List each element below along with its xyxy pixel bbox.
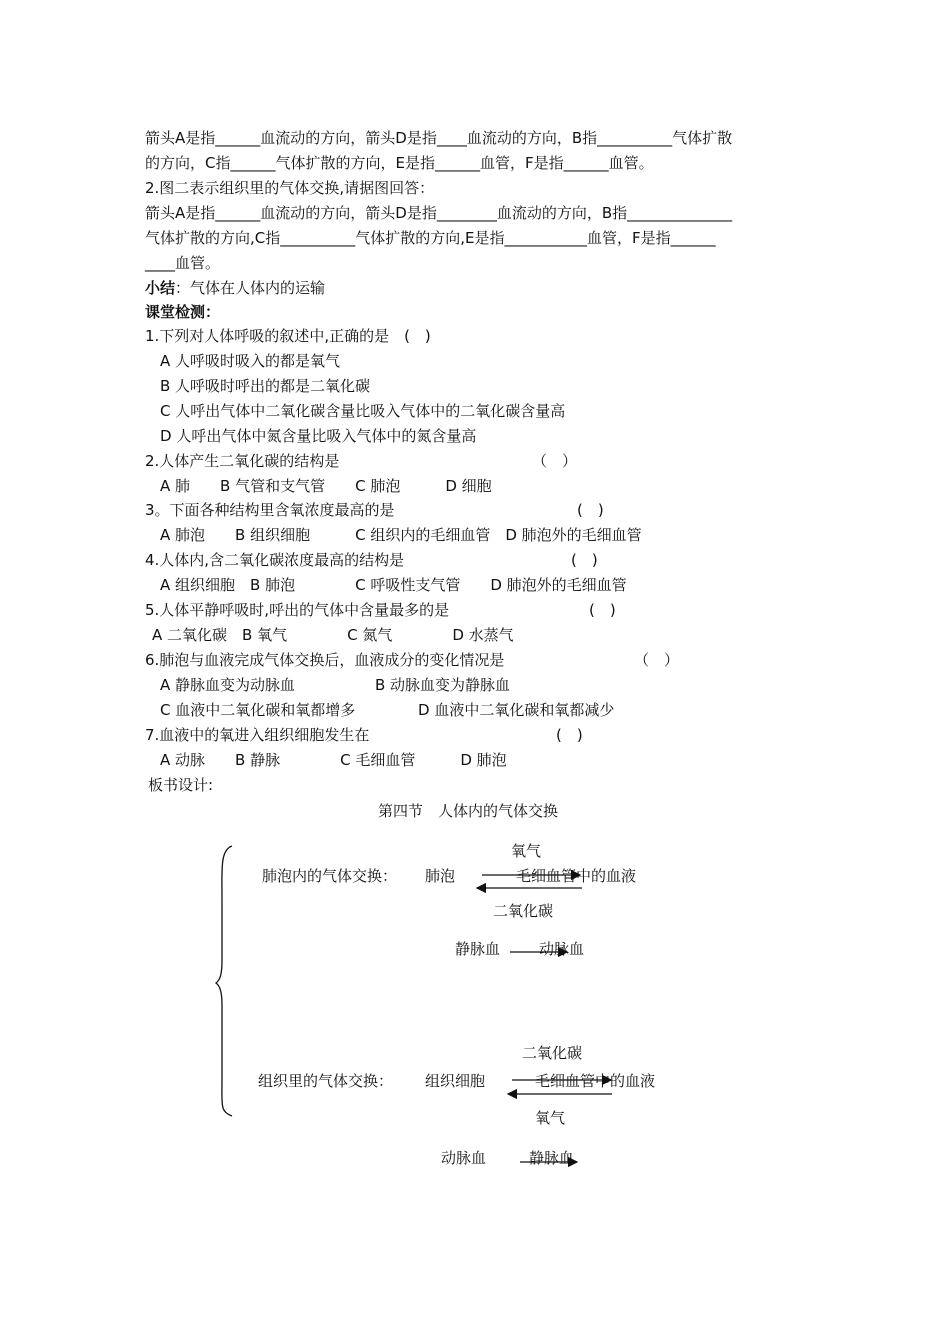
curly-brace <box>216 846 232 1116</box>
q5-options: A 二氧化碳 B 氧气 C 氮气 D 水蒸气 <box>152 626 514 644</box>
q7-options: A 动脉 B 静脉 C 毛细血管 D 肺泡 <box>160 751 507 769</box>
question-3: 3。下面各种结构里含氧浓度最高的是 <box>145 501 395 519</box>
text-line-5: 气体扩散的方向,C指__________气体扩散的方向,E是指___________血管，F是指______ <box>145 229 716 247</box>
summary-line <box>145 278 325 298</box>
class-test-heading: 课堂检测： <box>145 303 221 321</box>
summary-label: 小结 <box>145 279 176 297</box>
top-co2-label: 二氧化碳 <box>493 902 554 920</box>
top-exchange-label: 肺泡内的气体交换： <box>262 867 398 885</box>
q1-option-a: A 人呼吸时吸入的都是氧气 <box>160 352 341 370</box>
section-title: 第四节 人体内的气体交换 <box>378 802 559 820</box>
q2-options: A 肺 B 气管和支气管 C 肺泡 D 细胞 <box>160 477 492 495</box>
q1-option-c: C 人呼出气体中二氧化碳含量比吸入气体中的二氧化碳含量高 <box>160 402 566 420</box>
text-line-2: 的方向，C指______气体扩散的方向，E是指______血管，F是指______血管。 <box>145 154 654 172</box>
top-left-node: 肺泡 <box>425 867 456 885</box>
q3-options: A 肺泡 B 组织细胞 C 组织内的毛细血管 D 肺泡外的毛细血管 <box>160 526 642 544</box>
bottom-exchange-label: 组织里的气体交换： <box>258 1072 394 1090</box>
bottom-to-blood: 静脉血 <box>529 1149 575 1167</box>
question-6: 6.肺泡与血液完成气体交换后，血液成分的变化情况是 <box>145 651 505 669</box>
top-oxygen-label: 氧气 <box>511 842 542 860</box>
q6-answer-bracket: （ ） <box>634 651 680 669</box>
top-from-blood: 静脉血 <box>455 940 501 958</box>
bottom-from-blood: 动脉血 <box>441 1149 487 1167</box>
bottom-left-node: 组织细胞 <box>425 1072 486 1090</box>
q6-option-d: D 血液中二氧化碳和氧都减少 <box>418 701 615 719</box>
text-line-1: 箭头A是指______血流动的方向，箭头D是指____血流动的方向，B指__________气体扩散 <box>145 129 733 147</box>
text-line-4: 箭头A是指______血流动的方向，箭头D是指________血流动的方向，B指______________ <box>145 204 733 222</box>
q1-option-d: D 人呼出气体中氮含量比吸入气体中的氮含量高 <box>160 427 477 445</box>
bottom-right-node: 毛细血管中的血液 <box>535 1072 656 1090</box>
question-4: 4.人体内,含二氧化碳浓度最高的结构是 <box>145 551 405 569</box>
q3-answer-bracket: ( ) <box>577 501 604 519</box>
question-7: 7.血液中的氧进入组织细胞发生在 <box>145 726 370 744</box>
text-line-6: ____血管。 <box>145 254 221 272</box>
summary-text: ：气体在人体内的运输 <box>175 279 326 297</box>
q1-option-b: B 人呼吸时呼出的都是二氧化碳 <box>160 377 371 395</box>
question-2: 2.人体产生二氧化碳的结构是 <box>145 452 340 470</box>
q6-option-a: A 静脉血变为动脉血 <box>160 676 296 694</box>
board-design-heading: 板书设计: <box>148 776 214 794</box>
q4-answer-bracket: ( ) <box>571 551 598 569</box>
top-right-node: 毛细血管中的血液 <box>516 867 637 885</box>
bottom-oxygen-label: 氧气 <box>535 1109 566 1127</box>
q5-answer-bracket: ( ) <box>589 601 616 619</box>
q4-options: A 组织细胞 B 肺泡 C 呼吸性支气管 D 肺泡外的毛细血管 <box>160 576 627 594</box>
q6-option-c: C 血液中二氧化碳和氧都增多 <box>160 701 356 719</box>
bottom-co2-label: 二氧化碳 <box>522 1044 583 1062</box>
q6-option-b: B 动脉血变为静脉血 <box>375 676 511 694</box>
question-2-heading: 2.图二表示组织里的气体交换,请据图回答： <box>145 179 435 197</box>
q2-answer-bracket: （ ） <box>532 452 578 470</box>
top-to-blood: 动脉血 <box>539 940 585 958</box>
question-5: 5.人体平静呼吸时,呼出的气体中含量最多的是 <box>145 601 450 619</box>
question-1: 1.下列对人体呼吸的叙述中,正确的是 ( ) <box>145 327 431 345</box>
q7-answer-bracket: ( ) <box>556 726 583 744</box>
